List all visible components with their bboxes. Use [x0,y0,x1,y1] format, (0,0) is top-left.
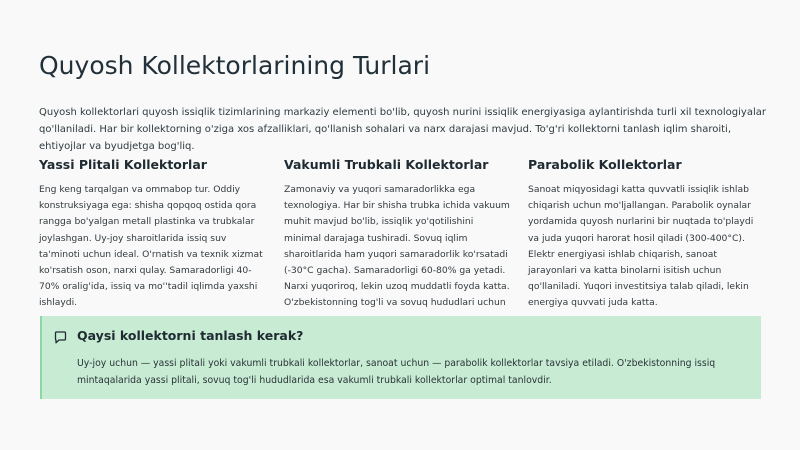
callout-text: Uy-joy uchun — yassi plitali yoki vakumli trubkali kollektorlar, sanoat uchun — parabolik kollektorlar tavsiya etiladi. O'zbekistonning issiq mintaqalarida yassi plitali, sovuq tog'li hududlarida esa vakumli trubkali kollektorlar optimal tanlovdir. [77,358,716,386]
page-title: Quyosh Kollektorlarining Turlari [39,51,431,80]
callout-title: Qaysi kollektorni tanlash kerak? [77,328,304,343]
column-vacuum-tube [284,157,510,328]
intro-paragraph: Quyosh kollektorlari quyosh issiqlik tizimlarining markaziy elementi bo'lib, quyosh nurini issiqlik energiyasiga aylantirishda turli xil texnologiyalar qo'llaniladi. Har bir kollektorning o'ziga xos afzalliklari, qo'llanish sohalari va narx darajasi mavjud. To'g'ri kollektorni tanlash iqlim sharoiti, ehtiyojlar va byudjetga bog'liq. [39,107,766,152]
column-text: Sanoat miqyosidagi katta quvvatli issiqlik ishlab chiqarish uchun mo'ljallangan. Parabolik oynalar yordamida quyosh nurlarini bir nuqtada to'playdi va juda yuqori harorat hosil qiladi (300-400°C). Elektr energiyasi ishlab chiqarish, sanoat jarayonlari va katta binolarni isitish uchun qo'llaniladi. Yuqori investitsiya talab qiladi, lekin energiya quvvati juda katta. [528,184,754,309]
column-title: Vakumli Trubkali Kollektorlar [284,157,489,172]
column-text: Eng keng tarqalgan va ommabop tur. Oddiy konstruksiyaga ega: shisha qopqoq ostida qora rangga bo'yalgan metall plastinka va trubkalar joylashgan. Uy-joy sharoitlarida issiq suv ta'minoti uchun ideal. O'rnatish va texnik xizmat ko'rsatish oson, narxi qulay. Samaradorligi 40-70% oralig'ida, issiq va mo''tadil iqlimda yaxshi ishlaydi. [39,184,263,309]
recommendation-callout [40,316,761,399]
chat-bubble-icon [54,329,67,342]
column-title: Yassi Plitali Kollektorlar [39,157,207,172]
column-title: Parabolik Kollektorlar [528,157,682,172]
column-parabolic [528,157,754,312]
column-text: Zamonaviy va yuqori samaradorlikka ega texnologiya. Har bir shisha trubka ichida vakuum muhit mavjud bo'lib, issiqlik yo'qotilishini minimal darajaga tushiradi. Sovuq iqlim sharoitlarida ham yuqori samaradorlik ko'rsatadi (-30°C gacha). Samaradorligi 60-80% ga yetadi. Narxi yuqoriroq, lekin uzoq muddatli foyda katta. O'zbekistonning tog'li va sovuq hududlari uchun [284,184,510,309]
column-flat-plate [39,157,265,312]
